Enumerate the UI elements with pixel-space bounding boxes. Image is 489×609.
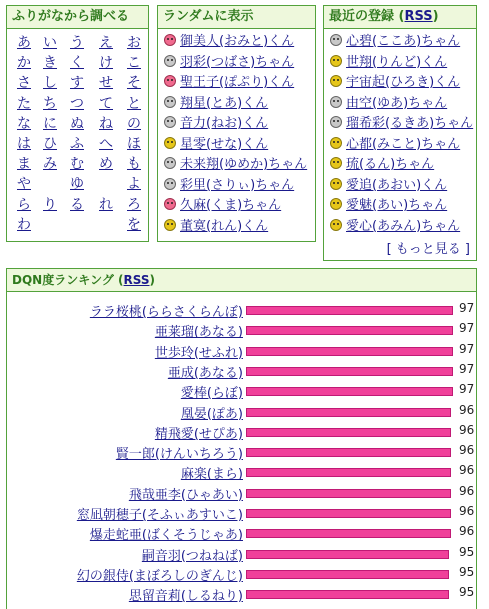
recent-box-title xyxy=(324,6,476,29)
kana-link[interactable]: い xyxy=(43,35,57,51)
ranking-name-link[interactable]: 思留音莉(しるねり) xyxy=(128,589,243,605)
yellow-face-icon xyxy=(330,198,342,210)
yellow-face-icon xyxy=(330,75,342,87)
kana-link[interactable]: つ xyxy=(70,95,84,112)
list-item xyxy=(164,217,311,238)
ranking-name-link[interactable]: 愛棒(らぼ) xyxy=(180,386,243,402)
red-face-icon xyxy=(164,198,176,210)
kana-link[interactable]: ら xyxy=(17,196,31,213)
ranking-rss-link[interactable]: RSS xyxy=(123,273,150,287)
gray-face-icon xyxy=(164,178,176,190)
list-item xyxy=(164,94,311,115)
kana-link[interactable]: す xyxy=(70,75,84,92)
kana-link[interactable]: あ xyxy=(17,35,31,51)
ranking-row xyxy=(7,584,476,605)
random-box-title: ランダムに表示 xyxy=(158,6,315,29)
gray-face-icon xyxy=(330,116,342,128)
name-link[interactable]: 琉(るん)ちゃん xyxy=(346,157,435,172)
ranking-score-bar xyxy=(246,489,451,498)
kana-link[interactable]: ふ xyxy=(70,136,84,152)
name-link[interactable]: 由空(ゆあ)ちゃん xyxy=(346,95,448,111)
name-link[interactable]: 宇宙起(ひろき)くん xyxy=(346,75,461,90)
list-item xyxy=(330,73,472,94)
list-item xyxy=(330,135,472,156)
ranking-row xyxy=(7,300,476,321)
ranking-score-value: 96 xyxy=(459,483,475,498)
more-link-label[interactable]: [ もっと見る ] xyxy=(386,242,470,257)
ranking-score-value: 96 xyxy=(459,443,475,458)
kana-link[interactable]: み xyxy=(43,156,57,173)
ranking-score-value: 96 xyxy=(459,504,475,518)
name-link[interactable]: 心碧(ここあ)ちゃん xyxy=(346,34,461,49)
kana-link[interactable]: ひ xyxy=(43,136,57,152)
name-link[interactable]: 御美人(おみと)くん xyxy=(180,34,295,49)
ranking-row xyxy=(7,320,476,341)
kana-link[interactable]: ね xyxy=(99,115,113,132)
gray-face-icon xyxy=(164,116,176,128)
ranking-score-bar xyxy=(246,550,449,559)
kana-link[interactable]: さ xyxy=(17,75,31,92)
recent-title-text: 最近の登録 xyxy=(329,9,395,24)
list-item xyxy=(164,135,311,156)
random-box xyxy=(157,5,316,242)
name-link[interactable]: 瑠希彩(るきあ)ちゃん xyxy=(346,116,474,131)
list-item xyxy=(164,32,311,53)
name-link[interactable]: 未来翔(ゆめか)ちゃん xyxy=(180,157,308,172)
kana-link[interactable]: ち xyxy=(43,95,57,112)
kana-link[interactable]: へ xyxy=(99,136,113,152)
name-link[interactable]: 星零(せな)くん xyxy=(180,136,269,152)
kana-link[interactable]: と xyxy=(127,95,141,112)
kana-link[interactable]: ほ xyxy=(127,136,141,152)
ranking-score-bar xyxy=(246,387,453,396)
ranking-score-bar xyxy=(246,509,451,518)
ranking-score-value: 97 xyxy=(459,301,475,315)
ranking-name-link[interactable]: ララ桜桃(ららさくらんぼ) xyxy=(89,305,243,320)
yellow-face-icon xyxy=(164,219,176,231)
ranking-title-text: DQN度ランキング xyxy=(12,273,114,287)
kana-link[interactable]: け xyxy=(99,55,113,72)
yellow-face-icon xyxy=(330,219,342,231)
ranking-score-value: 96 xyxy=(459,402,475,417)
ranking-row xyxy=(7,381,476,402)
ranking-row xyxy=(7,361,476,382)
ranking-score-bar xyxy=(246,326,453,335)
kana-link[interactable]: て xyxy=(99,95,113,112)
kana-link[interactable]: お xyxy=(127,35,141,51)
ranking-score-value: 97 xyxy=(459,341,475,356)
recent-rss-link[interactable]: RSS xyxy=(404,9,433,24)
yellow-face-icon xyxy=(330,178,342,190)
recent-box xyxy=(323,5,477,261)
ranking-row xyxy=(7,402,476,423)
name-link[interactable]: 久麻(くま)ちゃん xyxy=(180,198,282,213)
ranking-name-link[interactable]: 賢一郎(けんいちろう) xyxy=(115,447,243,463)
kana-link[interactable]: に xyxy=(43,115,57,132)
kana-link[interactable]: め xyxy=(99,156,113,173)
ranking-name-link[interactable]: 嗣音羽(つねねば) xyxy=(141,548,243,564)
list-item xyxy=(164,53,311,74)
kana-link[interactable]: ろ xyxy=(127,196,141,213)
kana-link[interactable]: や xyxy=(17,176,31,193)
list-item xyxy=(330,176,472,197)
name-link[interactable]: 心都(みこと)ちゃん xyxy=(346,136,461,152)
kana-link[interactable]: よ xyxy=(127,176,141,193)
kana-link[interactable]: ま xyxy=(17,156,31,173)
ranking-name-link[interactable]: 凰晏(ぽあ) xyxy=(180,406,243,422)
name-link[interactable]: 聖王子(ぽぷり)くん xyxy=(180,75,295,90)
kana-link[interactable]: こ xyxy=(127,55,141,72)
recent-title-close-paren: ) xyxy=(432,9,439,24)
kana-link[interactable]: は xyxy=(17,136,31,152)
ranking-row xyxy=(7,523,476,544)
ranking-score-value: 97 xyxy=(459,361,475,376)
gray-face-icon xyxy=(164,96,176,108)
kana-box-title: ふりがなから調べる xyxy=(7,6,148,29)
kana-link[interactable]: く xyxy=(70,55,84,72)
ranking-score-bar xyxy=(246,570,449,579)
ranking-name-link[interactable]: 幻の銀侍(まぼろしのぎんじ) xyxy=(76,568,243,584)
ranking-row xyxy=(7,483,476,504)
ranking-row xyxy=(7,462,476,483)
ranking-name-link[interactable]: 精飛愛(せぴあ) xyxy=(154,426,243,442)
ranking-score-bar xyxy=(246,468,451,477)
list-item xyxy=(330,53,472,74)
list-item xyxy=(330,155,472,176)
kana-link[interactable]: ゆ xyxy=(70,176,84,193)
kana-link[interactable]: を xyxy=(127,216,141,233)
ranking-score-bar xyxy=(246,529,451,538)
kana-link[interactable]: そ xyxy=(127,75,141,92)
ranking-row xyxy=(7,564,476,585)
ranking-score-value: 95 xyxy=(459,585,475,600)
kana-link[interactable]: た xyxy=(17,95,31,112)
name-link[interactable]: 音力(ねお)くん xyxy=(180,116,269,131)
yellow-face-icon xyxy=(330,55,342,67)
list-item xyxy=(330,114,472,135)
list-item xyxy=(164,196,311,217)
list-item xyxy=(164,155,311,176)
name-link[interactable]: 愛心(あみん)ちゃん xyxy=(346,218,461,234)
name-link[interactable]: 彩里(さりぃ)ちゃん xyxy=(180,177,295,193)
kana-box xyxy=(6,5,149,242)
kana-link[interactable]: れ xyxy=(99,196,113,213)
ranking-score-bar xyxy=(246,367,453,376)
name-link[interactable]: 愛魅(あい)ちゃん xyxy=(346,198,448,213)
kana-link[interactable]: も xyxy=(127,156,141,173)
name-link[interactable]: 董寞(れん)くん xyxy=(180,218,269,234)
kana-link[interactable]: の xyxy=(127,115,141,132)
gray-face-icon xyxy=(330,96,342,108)
name-link[interactable]: 羽彩(つばさ)ちゃん xyxy=(180,54,295,70)
ranking-score-value: 95 xyxy=(459,544,475,559)
name-link[interactable]: 愛追(あおい)くん xyxy=(346,177,448,193)
ranking-name-link[interactable]: 世歩玲(せふれ) xyxy=(154,345,243,361)
name-link[interactable]: 世翔(りんど)くん xyxy=(346,54,448,70)
yellow-face-icon xyxy=(330,157,342,169)
ranking-score-bar xyxy=(246,448,451,457)
kana-link[interactable]: し xyxy=(43,75,57,92)
ranking-name-link[interactable]: 亜莱瑠(あなる) xyxy=(154,325,243,341)
kana-link[interactable]: う xyxy=(70,35,84,51)
red-face-icon xyxy=(164,75,176,87)
kana-link[interactable]: る xyxy=(70,196,84,213)
list-item xyxy=(330,217,472,238)
ranking-score-bar xyxy=(246,408,451,417)
ranking-row xyxy=(7,442,476,463)
ranking-score-value: 96 xyxy=(459,422,475,437)
gray-face-icon xyxy=(164,157,176,169)
list-item xyxy=(330,94,472,115)
ranking-row xyxy=(7,422,476,443)
yellow-face-icon xyxy=(330,137,342,149)
list-item xyxy=(330,196,472,217)
random-list xyxy=(164,32,311,237)
ranking-row xyxy=(7,544,476,565)
list-item xyxy=(164,73,311,94)
kana-link[interactable]: か xyxy=(17,55,31,72)
recent-list xyxy=(330,32,472,237)
ranking-title-close-paren: ) xyxy=(149,273,156,287)
ranking-score-bar xyxy=(246,590,449,599)
ranking-title-open-paren: ( xyxy=(118,273,124,287)
name-link[interactable]: 翔星(とあ)くん xyxy=(180,95,269,111)
yellow-face-icon xyxy=(164,137,176,149)
list-item xyxy=(330,32,472,53)
ranking-score-value: 97 xyxy=(459,382,475,397)
red-face-icon xyxy=(164,34,176,46)
kana-link[interactable]: せ xyxy=(99,75,113,92)
ranking-name-link[interactable]: 窓凪朝穂子(そふぃあすいこ) xyxy=(76,508,243,523)
ranking-name-link[interactable]: 麻楽(まら) xyxy=(180,467,243,483)
kana-link[interactable]: な xyxy=(17,115,31,132)
ranking-box xyxy=(6,268,477,609)
ranking-name-link[interactable]: 亜成(あなる) xyxy=(167,365,243,381)
list-item xyxy=(164,114,311,135)
gray-face-icon xyxy=(330,34,342,46)
kana-link[interactable]: き xyxy=(43,55,57,72)
ranking-score-value: 97 xyxy=(459,321,475,336)
ranking-name-link[interactable]: 飛哉亜李(ひゃあい) xyxy=(128,487,243,503)
kana-link[interactable]: わ xyxy=(17,216,31,233)
ranking-score-bar xyxy=(246,428,451,437)
ranking-score-value: 96 xyxy=(459,463,475,478)
ranking-score-value: 95 xyxy=(459,564,475,579)
ranking-name-link[interactable]: 爆走蛇亜(ばくそうじゃあ) xyxy=(89,528,243,544)
kana-link[interactable]: え xyxy=(99,35,113,51)
kana-link[interactable]: ぬ xyxy=(70,115,84,132)
recent-title-open-paren: ( xyxy=(398,9,405,24)
ranking-row xyxy=(7,503,476,524)
list-item xyxy=(164,176,311,197)
ranking-score-bar xyxy=(246,347,453,356)
more-link[interactable] xyxy=(387,238,470,257)
kana-link[interactable]: む xyxy=(70,156,84,173)
ranking-score-bar xyxy=(246,306,453,315)
gray-face-icon xyxy=(164,55,176,67)
ranking-score-value: 96 xyxy=(459,524,475,539)
kana-link[interactable]: り xyxy=(43,196,57,213)
ranking-row xyxy=(7,341,476,362)
ranking-box-title xyxy=(7,269,476,292)
